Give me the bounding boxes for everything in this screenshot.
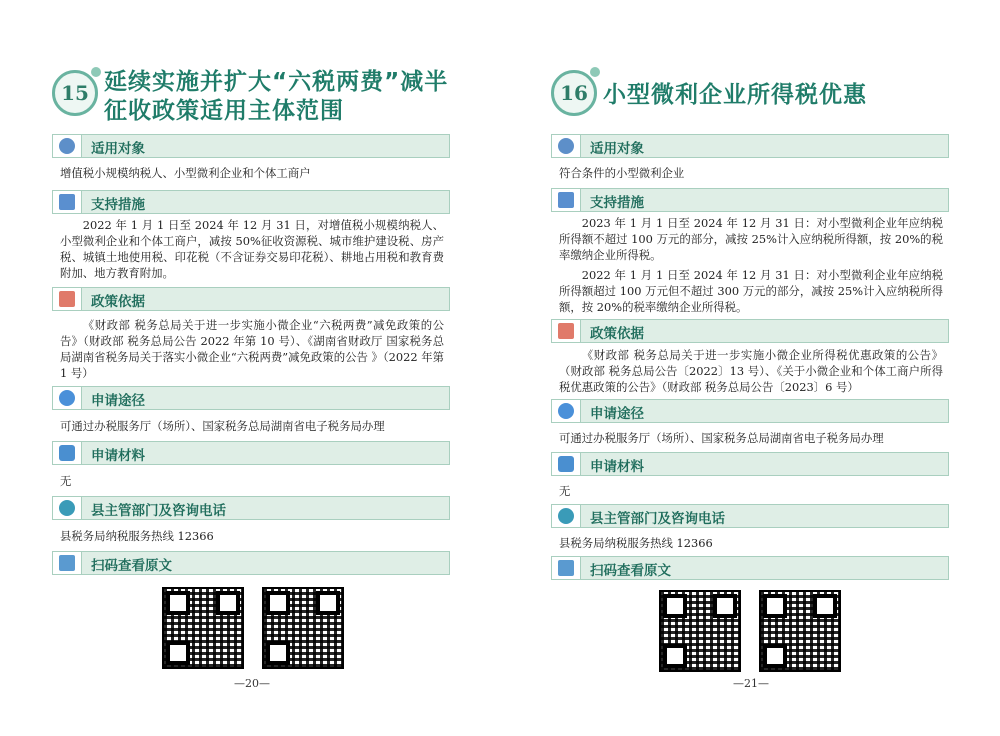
section-text: 县税务局纳税服务热线 12366 [60, 529, 214, 543]
info-icon [53, 387, 82, 409]
section-text: 《财政部 税务总局关于进一步实施小微企业“六税两费”减免政策的公告》（财政部 税务总局公告 2022 年第 10 号）、《湖南省财政厅 国家税务总局湖南省税务局关于落实小微企业“六税两费”减免政策的公告 》（2022 年第 1 号） [60, 318, 444, 380]
section-text: 2023 年 1 月 1 日至 2024 年 12 月 31 日：对小型微利企业年应纳税所得额不超过 100 万元的部分，减按 25%计入应纳税所得额，按 20%的税率缴纳企业所得税。 [559, 216, 943, 262]
list-icon [552, 453, 581, 475]
left-page [52, 0, 452, 736]
server-stack-icon [53, 191, 82, 213]
section-header-contact: 县主管部门及咨询电话 [52, 496, 450, 520]
phone-icon [552, 505, 581, 527]
page-title: 小型微利企业所得税优惠 [603, 82, 867, 108]
section-header-scan: 扫码查看原文 [52, 551, 450, 575]
qr-code[interactable] [162, 587, 244, 669]
phone-icon [53, 497, 82, 519]
section-text: 2022 年 1 月 1 日至 2024 年 12 月 31 日，对增值税小规模纳税人、小型微利企业和个体工商户，减按 50%征收资源税、城市维护建设税、房产税、城镇土地使用税、印花税（不含证券交易印花税）、耕地占用税和教育费附加、地方教育附加。 [60, 218, 444, 280]
section-text: 符合条件的小型微利企业 [559, 166, 685, 180]
page-number: —20— [234, 677, 270, 690]
right-page [551, 0, 951, 736]
section-text: 2022 年 1 月 1 日至 2024 年 12 月 31 日：对小型微利企业年应纳税所得额超过 100 万元但不超过 300 万元的部分，减按 25%计入应纳税所得额，按 20%的税率缴纳企业所得税。 [559, 268, 943, 314]
section-text: 可通过办税服务厅（场所）、国家税务总局湖南省电子税务局办理 [60, 419, 385, 433]
section-header-applicable: 适用对象 [551, 134, 949, 158]
qr-code[interactable] [262, 587, 344, 669]
page-title: 延续实施并扩大“六税两费”减半征收政策适用主体范围 [104, 69, 449, 124]
document-chart-icon [53, 288, 82, 310]
title-row [551, 64, 951, 134]
info-icon [552, 400, 581, 422]
section-header-basis: 政策依据 [52, 287, 450, 311]
title-row [52, 64, 452, 134]
scan-icon [53, 552, 82, 574]
section-header-channel: 申请途径 [551, 399, 949, 423]
document-chart-icon [552, 320, 581, 342]
server-stack-icon [552, 189, 581, 211]
item-number-badge: 16 [551, 70, 597, 116]
section-header-basis: 政策依据 [551, 319, 949, 343]
section-text: 县税务局纳税服务热线 12366 [559, 536, 713, 550]
section-text: 无 [60, 474, 72, 488]
section-header-materials: 申请材料 [52, 441, 450, 465]
page-number: —21— [733, 677, 769, 690]
section-header-contact: 县主管部门及咨询电话 [551, 504, 949, 528]
section-text: 《财政部 税务总局关于进一步实施小微企业所得税优惠政策的公告》（财政部 税务总局公告〔2022〕13 号）、《关于小微企业和个体工商户所得税优惠政策的公告》（财政部 税务总局公告〔2023〕6 号） [559, 348, 943, 394]
section-text: 无 [559, 484, 571, 498]
section-header-channel: 申请途径 [52, 386, 450, 410]
section-header-scan: 扫码查看原文 [551, 556, 949, 580]
item-number-badge: 15 [52, 70, 98, 116]
section-text: 增值税小规模纳税人、小型微利企业和个体工商户 [60, 166, 311, 180]
list-icon [53, 442, 82, 464]
section-header-materials: 申请材料 [551, 452, 949, 476]
qr-code[interactable] [759, 590, 841, 672]
scan-icon [552, 557, 581, 579]
section-header-measures: 支持措施 [52, 190, 450, 214]
qr-code[interactable] [659, 590, 741, 672]
magnifier-person-icon [53, 135, 82, 157]
section-text: 可通过办税服务厅（场所）、国家税务总局湖南省电子税务局办理 [559, 431, 884, 445]
magnifier-person-icon [552, 135, 581, 157]
section-header-applicable: 适用对象 [52, 134, 450, 158]
section-header-measures: 支持措施 [551, 188, 949, 212]
